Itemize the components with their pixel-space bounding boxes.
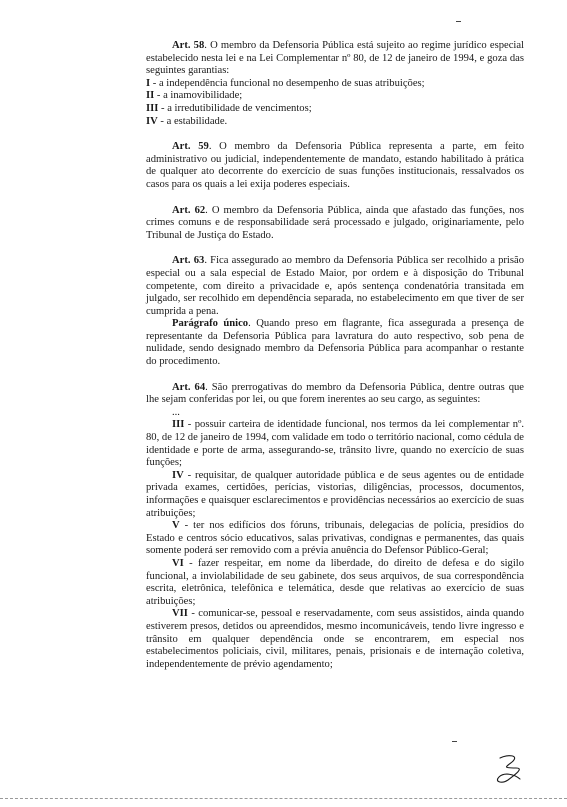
- article-63-paragrafo-unico: [146, 318, 524, 368]
- paragrafo-unico-label: Parágrafo único: [172, 318, 249, 330]
- art58-item-4: IV - a estabilidade.: [146, 115, 228, 127]
- article-63-paragraph: [146, 255, 524, 318]
- article-63-number: Art. 63: [172, 255, 205, 267]
- art64-item-iv: IV - requisitar, de qualquer autoridade pública e de seus agentes ou de entidade privada exames, certidões, perícias, vistorias, diligências, processos, documentos, informações e quaisquer esclarecimentos e providências necessários ao exercício de suas atribuições;: [146, 469, 524, 519]
- scan-speck: [452, 741, 457, 742]
- article-64-paragraph: [146, 382, 524, 407]
- article-64: [146, 382, 524, 672]
- art58-item-3: III - a irredutibilidade de vencimentos;: [146, 102, 312, 114]
- article-58: [146, 40, 524, 128]
- document-body: [146, 40, 524, 671]
- article-59-text: . O membro da Defensoria Pública representa a parte, em feito administrativo ou judicial, independentemente de mandato, estando habilitado à prática de qualquer ato decorrente do exercício de suas funções institucionais, ressalvados os casos para os quais a lei exija poderes especiais.: [146, 141, 524, 190]
- art58-item-2: II - a inamovibilidade;: [146, 90, 243, 102]
- art58-item-1: I - a independência funcional no desempenho de suas atribuições;: [146, 77, 425, 89]
- article-62-number: Art. 62: [172, 204, 206, 216]
- article-63: [146, 255, 524, 368]
- article-59: [146, 141, 524, 191]
- art64-item-vi: VI - fazer respeitar, em nome da liberdade, do direito de defesa e do sigilo funcional, a inviolabilidade de seu gabinete, dos seus arquivos, de sua correspondência escrita, eletrônica, telefônica e telemática, desde que relativas ao exercício de suas atribuições;: [146, 557, 524, 607]
- paragrafo-unico-text: . Quando preso em flagrante, fica assegurada a presença de representante da Defensoria Pública para lavratura do auto respectivo, sob pena de nulidade, sendo designado membro da Defensoria Pública para acompanhar o restante do procedimento.: [146, 318, 524, 368]
- article-62-text: . O membro da Defensoria Pública, ainda que afastado das funções, nos crimes comuns e de responsabilidade será processado e julgado, originariamente, pelo Tribunal de Justiça do Estado.: [146, 204, 525, 241]
- article-58-text: . O membro da Defensoria Pública está sujeito ao regime jurídico especial estabelecido nesta lei e na Lei Complementar nº 80, de 12 de janeiro de 1994, e goza das seguintes garantias:: [146, 40, 524, 77]
- article-62: [146, 205, 524, 243]
- art64-item-vii: VII - comunicar-se, pessoal e reservadamente, com seus assistidos, ainda quando estiverem presos, detidos ou apreendidos, mesmo incomunicáveis, tendo livre ingresso e trânsito em qualquer dependência onde se encontrarem, em especial nos estabelecimentos policiais, civil, militares, penais, prisionais e de internação coletiva, independentemente de prévio agendamento;: [146, 608, 524, 670]
- page-bottom-rule: [0, 798, 567, 799]
- article-58-paragraph: [146, 40, 524, 78]
- article-64-number: Art. 64: [172, 381, 206, 393]
- article-59-number: Art. 59: [172, 141, 209, 153]
- art64-item-v: V - ter nos edifícios dos fóruns, tribunais, delegacias de polícia, presídios do Estado e centros sócio educativos, salas privativas, condignas e permanentes, das quais somente poderá ser removido com a prévia anuência do Defensor Público-Geral;: [146, 520, 524, 557]
- article-58-number: Art. 58: [172, 40, 205, 51]
- article-64-ellipsis: ...: [172, 406, 180, 418]
- scan-speck: [456, 21, 461, 22]
- art64-item-iii: III - possuir carteira de identidade funcional, nos termos da lei complementar nº. 80, de 12 de janeiro de 1994, com validade em todo o território nacional, como cédula de identidade e porte de arma, assegurando-se, trânsito livre, quando no exercício de suas funções;: [146, 419, 525, 469]
- article-63-text: . Fica assegurado ao membro da Defensoria Pública ser recolhido a prisão especial ou a sala especial de Estado Maior, por ordem e à disposição do Tribunal competente, com direito a privacidade e, após sentença condenatória transitada em julgado, ser recolhido em dependência separada, no estabelecimento em que tiver de ser cumprida a pena.: [146, 255, 524, 317]
- article-64-text: . São prerrogativas do membro da Defensoria Pública, dentre outras que lhe sejam conferidas por lei, ou que forem inerentes ao seu cargo, as seguintes:: [146, 381, 524, 406]
- initials-signature: [490, 752, 530, 786]
